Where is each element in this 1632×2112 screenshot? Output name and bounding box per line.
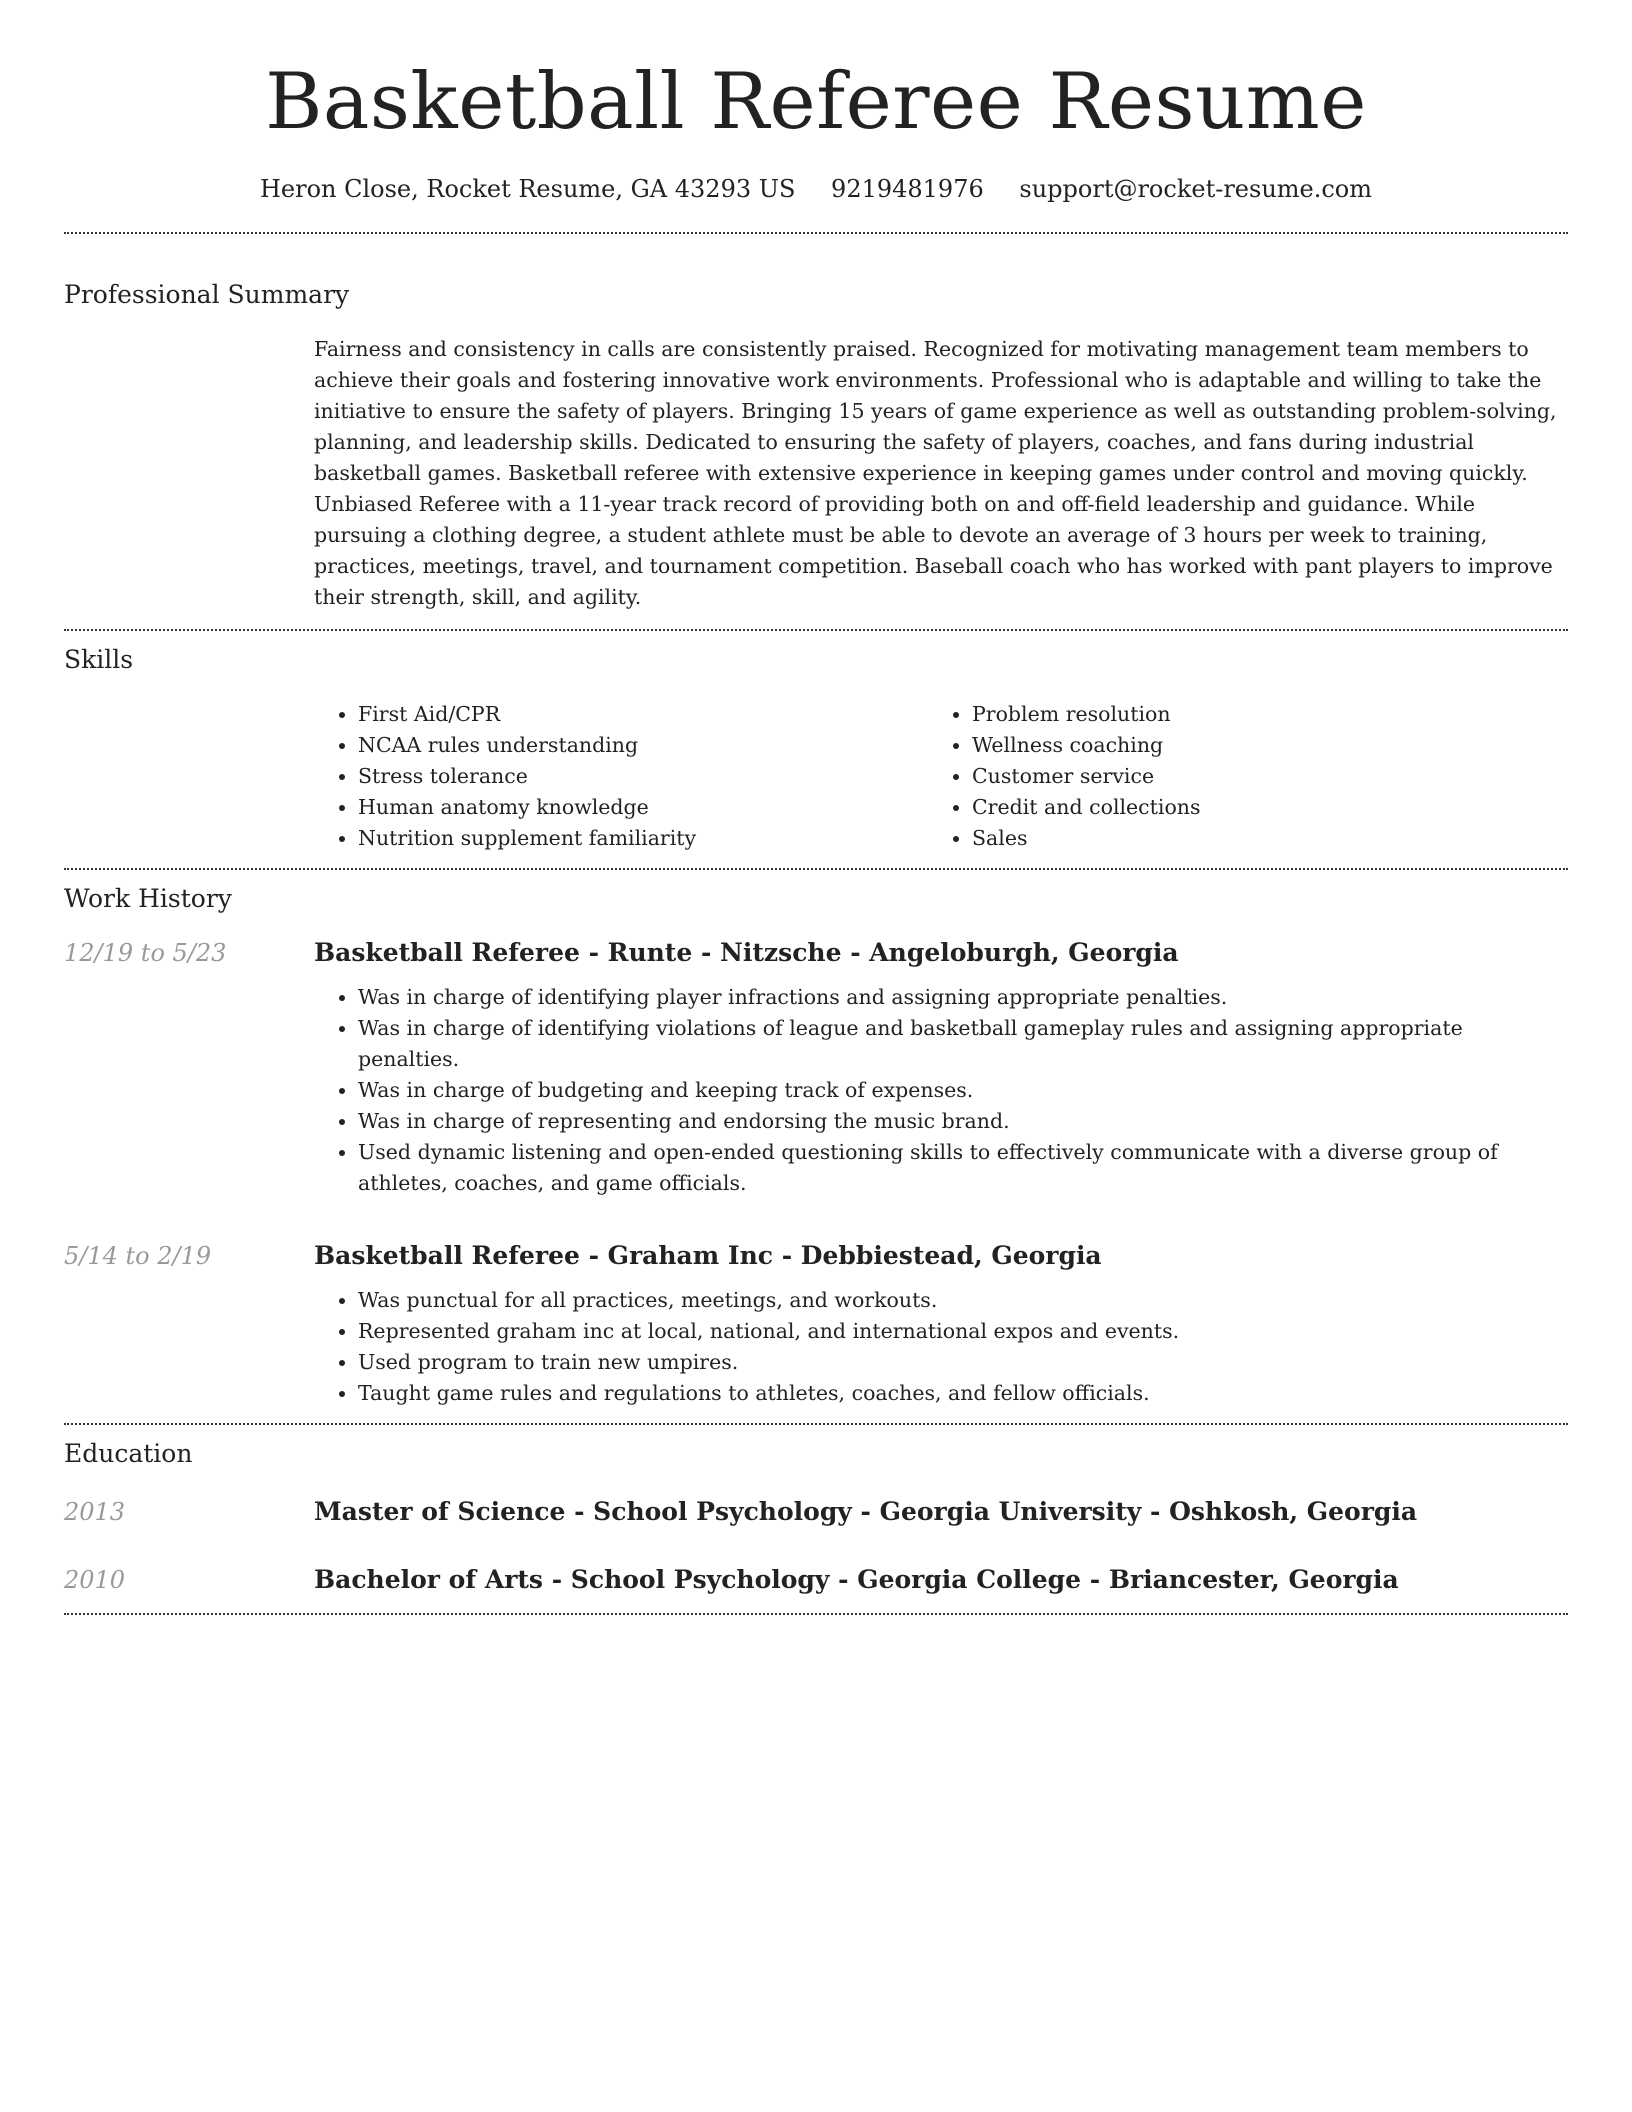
skills-list-left xyxy=(314,699,928,854)
education-title: Master of Science - School Psychology - Georgia University - Oshkosh, Georgia xyxy=(314,1497,1418,1526)
education-body xyxy=(314,1495,1568,1529)
section-title-work: Work History xyxy=(64,884,232,913)
job-bullets xyxy=(314,1285,1568,1409)
job-date: 12/19 to 5/23 xyxy=(64,939,227,967)
job-bullet: • Was in charge of representing and endorsing the music brand. xyxy=(358,1106,1568,1137)
job-date: 5/14 to 2/19 xyxy=(64,1242,212,1270)
job-entry xyxy=(64,1239,1568,1409)
job-bullet: • Was in charge of identifying player infractions and assigning appropriate penalties. xyxy=(358,982,1568,1013)
contact-email: support@rocket-resume.com xyxy=(1019,175,1373,203)
job-entry xyxy=(64,936,1568,1199)
skill-item: • Stress tolerance xyxy=(358,761,928,792)
contact-line xyxy=(64,172,1568,206)
skills-list-right xyxy=(928,699,1542,854)
skill-item: • Wellness coaching xyxy=(972,730,1542,761)
skill-item: • Credit and collections xyxy=(972,792,1542,823)
job-bullet: • Used program to train new umpires. xyxy=(358,1347,1568,1378)
skills-section xyxy=(64,631,1568,854)
work-history-section xyxy=(64,870,1568,1423)
section-title-education: Education xyxy=(64,1439,193,1468)
job-bullets xyxy=(314,982,1568,1199)
job-title: Basketball Referee - Graham Inc - Debbiestead, Georgia xyxy=(314,1241,1102,1270)
job-body xyxy=(314,936,1568,1199)
education-title: Bachelor of Arts - School Psychology - Georgia College - Briancester, Georgia xyxy=(314,1565,1399,1594)
professional-summary-section xyxy=(64,234,1568,613)
job-bullet: • Taught game rules and regulations to athletes, coaches, and fellow officials. xyxy=(358,1378,1568,1409)
education-entry xyxy=(64,1563,1568,1597)
skills-grid xyxy=(314,699,1568,854)
job-title: Basketball Referee - Runte - Nitzsche - Angeloburgh, Georgia xyxy=(314,938,1179,967)
job-bullet: • Was in charge of budgeting and keeping track of expenses. xyxy=(358,1075,1568,1106)
skill-item: • NCAA rules understanding xyxy=(358,730,928,761)
resume-name: Basketball Referee Resume xyxy=(265,57,1367,147)
skill-item: • Problem resolution xyxy=(972,699,1542,730)
education-entry xyxy=(64,1495,1568,1529)
job-bullet: • Was punctual for all practices, meetings, and workouts. xyxy=(358,1285,1568,1316)
section-title-skills: Skills xyxy=(64,645,134,674)
job-bullet: • Represented graham inc at local, national, and international expos and events. xyxy=(358,1316,1568,1347)
education-list xyxy=(64,1495,1568,1613)
summary-text: Fairness and consistency in calls are consistently praised. Recognized for motivating management team members to achieve their goals and fostering innovative work environments. Professional who is adaptable and willing to take the initiative to ensure the safety of players. Bringing 15 years of game experience as well as outstanding problem-solving, planning, and leadership skills. Dedicated to ensuring the safety of players, coaches, and fans during industrial basketball games. Basketball referee with extensive experience in keeping games under control and moving quickly. Unbiased Referee with a 11-year track record of providing both on and off-field leadership and guidance. While pursuing a clothing degree, a student athlete must be able to devote an average of 3 hours per week to training, practices, meetings, travel, and tournament competition. Baseball coach who has worked with pant players to improve their strength, skill, and agility. xyxy=(314,337,1557,609)
contact-phone: 9219481976 xyxy=(831,175,984,203)
skill-item: • Customer service xyxy=(972,761,1542,792)
resume-header xyxy=(64,0,1568,206)
skill-item: • First Aid/CPR xyxy=(358,699,928,730)
skill-item: • Nutrition supplement familiarity xyxy=(358,823,928,854)
work-list xyxy=(64,936,1568,1423)
skill-item: • Human anatomy knowledge xyxy=(358,792,928,823)
job-body xyxy=(314,1239,1568,1409)
skill-item: • Sales xyxy=(972,823,1542,854)
education-section xyxy=(64,1425,1568,1613)
contact-address: Heron Close, Rocket Resume, GA 43293 US xyxy=(259,175,796,203)
education-date: 2010 xyxy=(64,1566,126,1594)
job-bullet: • Was in charge of identifying violations of league and basketball gameplay rules and assigning appropriate penalties. xyxy=(358,1013,1568,1075)
section-divider xyxy=(64,1613,1568,1615)
job-bullet: • Used dynamic listening and open-ended questioning skills to effectively communicate with a diverse group of athletes, coaches, and game officials. xyxy=(358,1137,1568,1199)
section-title-summary: Professional Summary xyxy=(64,280,350,309)
education-date: 2013 xyxy=(64,1498,126,1526)
education-body xyxy=(314,1563,1568,1597)
